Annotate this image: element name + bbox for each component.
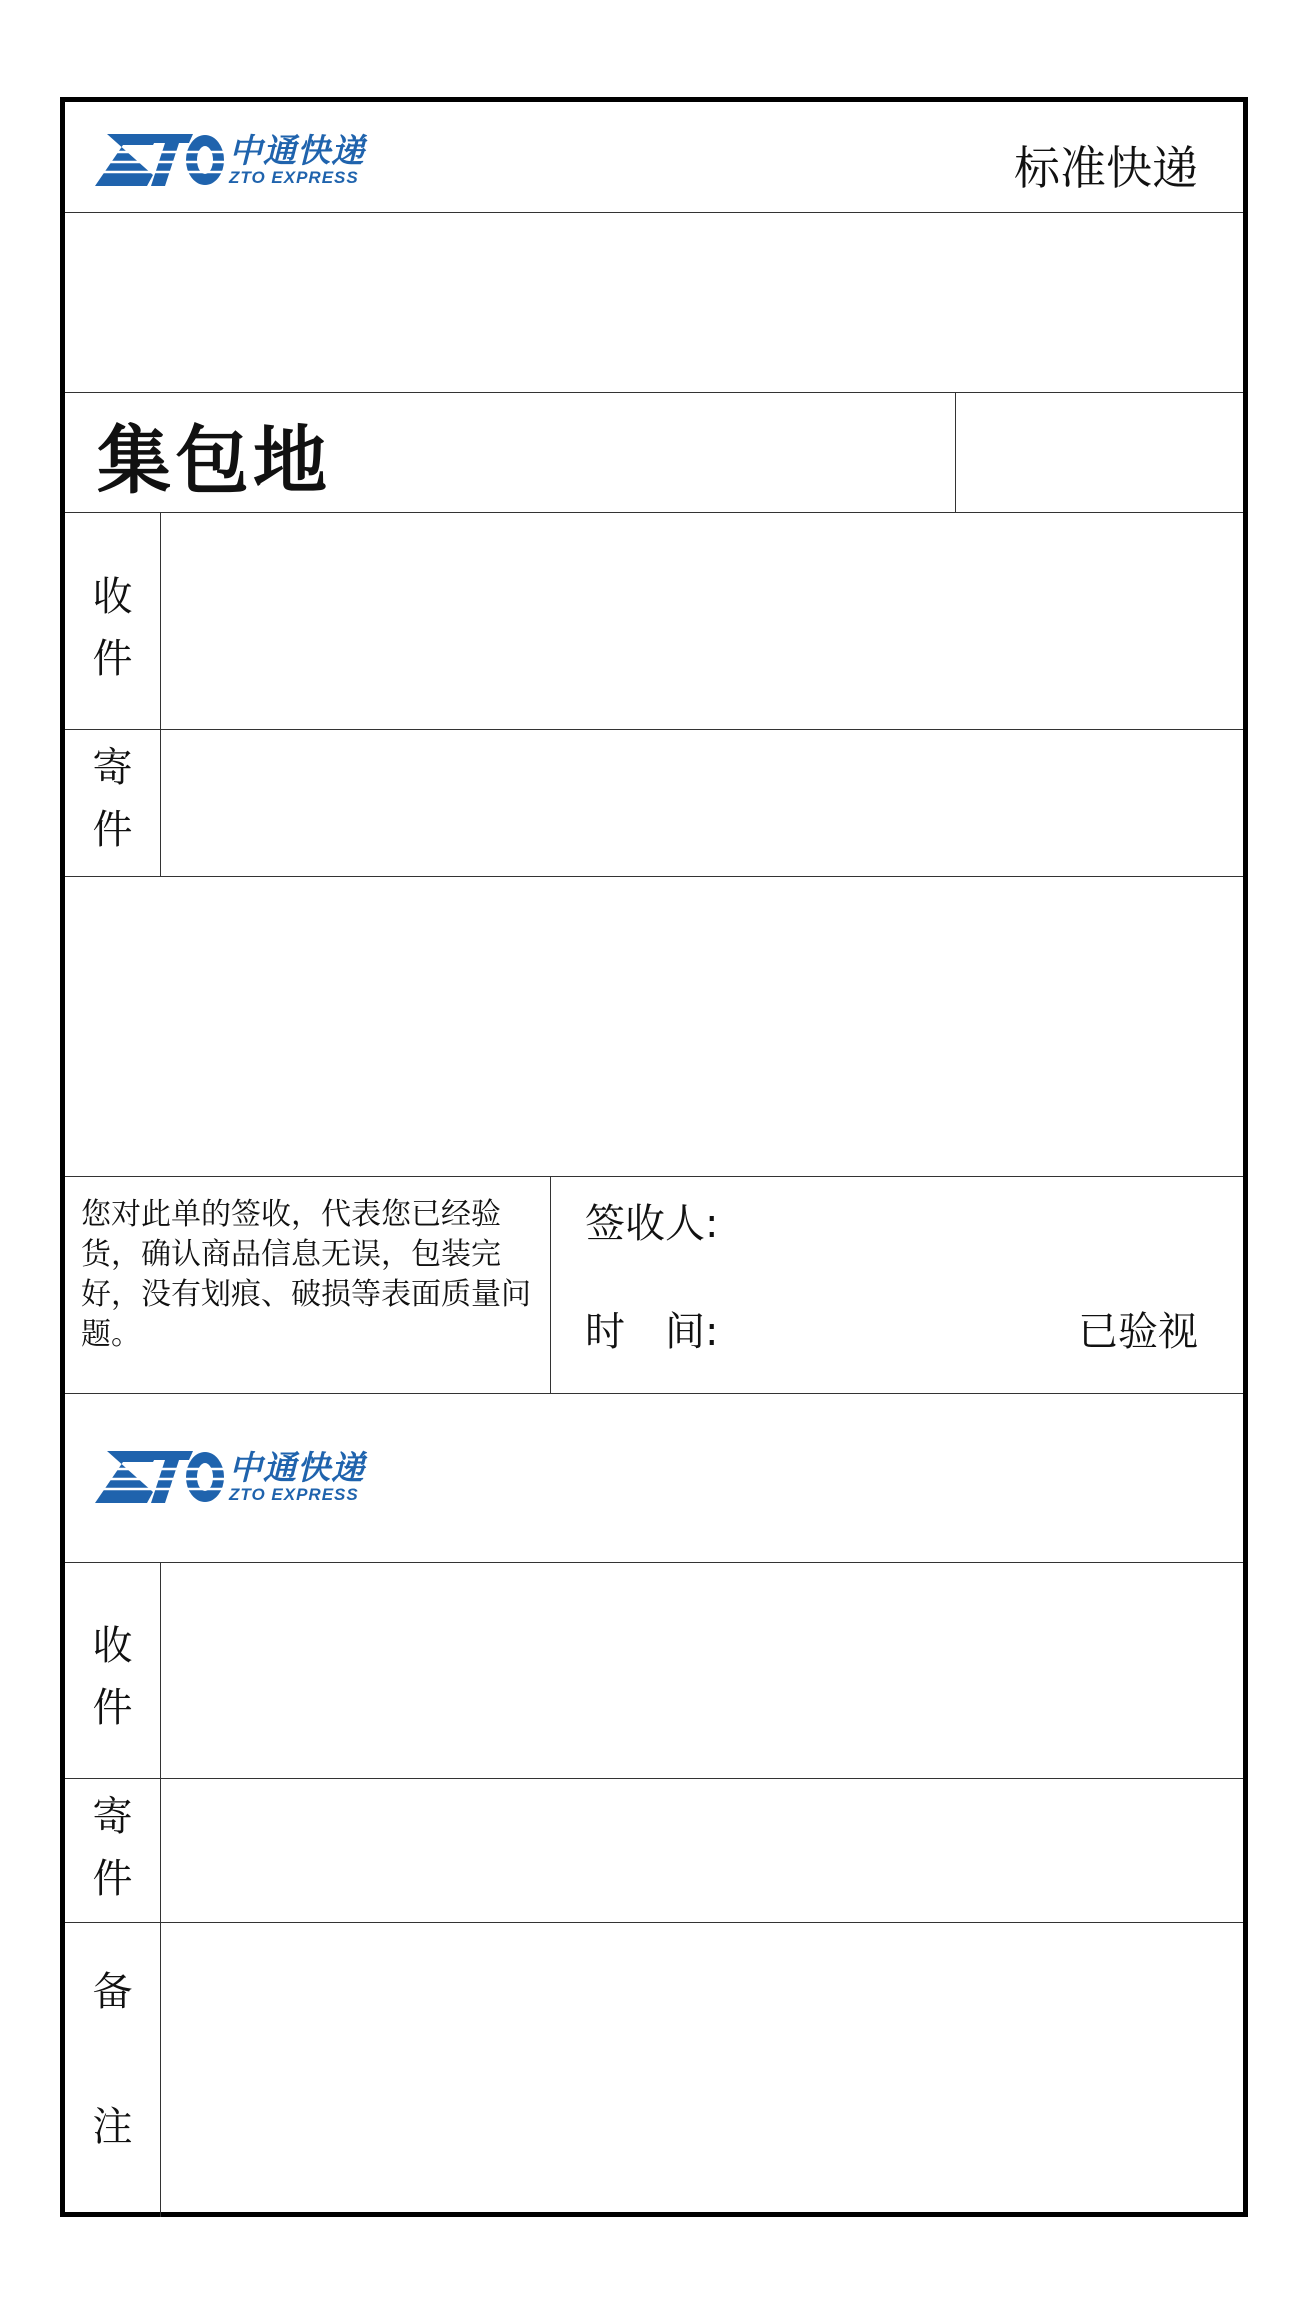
divider (160, 1562, 161, 2217)
service-type: 标准快递 (1014, 141, 1198, 195)
divider (65, 392, 1243, 393)
divider (955, 392, 956, 512)
waybill-label (60, 97, 1248, 2217)
recipient-label: 收 件 (92, 574, 133, 682)
remarks-label: 备 注 (92, 1969, 133, 2150)
zto-logo-mark-icon (93, 1449, 225, 1505)
divider (550, 1176, 551, 1393)
sender-label: 寄 件 (92, 745, 133, 853)
time-label: 时 间: (585, 1309, 719, 1355)
inspected-label: 已验视 (1078, 1309, 1198, 1355)
divider (65, 1562, 1243, 1563)
hub-label: 集包地 (97, 418, 331, 504)
divider (65, 512, 1243, 513)
divider (65, 876, 1243, 877)
signoff-notice: 您对此单的签收，代表您已经验货，确认商品信息无误，包装完好，没有划痕、破损等表面质量问题。 (81, 1197, 531, 1352)
zto-logo-mark-icon (93, 132, 225, 188)
divider (65, 1176, 1243, 1177)
zto-logo (93, 1449, 365, 1505)
zto-logo (93, 132, 365, 188)
brand-name-en: ZTO EXPRESS (229, 1485, 359, 1504)
brand-name-cn: 中通快递 (229, 131, 365, 170)
divider (160, 512, 161, 876)
divider (65, 729, 1243, 730)
recipient-label: 收 件 (92, 1623, 133, 1731)
sender-label: 寄 件 (92, 1794, 133, 1902)
divider (65, 1393, 1243, 1394)
divider (65, 1778, 1243, 1779)
brand-name-en: ZTO EXPRESS (229, 168, 359, 187)
divider (65, 1922, 1243, 1923)
signer-label: 签收人: (585, 1201, 719, 1247)
brand-name-cn: 中通快递 (229, 1448, 365, 1487)
divider (65, 212, 1243, 213)
